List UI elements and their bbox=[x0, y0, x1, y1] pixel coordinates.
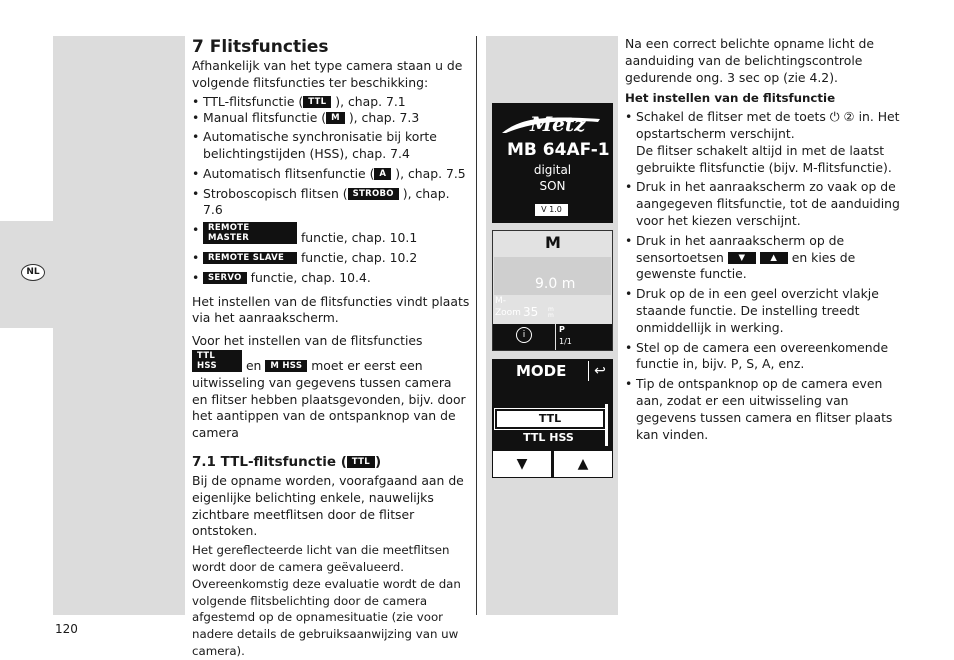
servo-tag-icon: SERVO bbox=[203, 272, 247, 284]
language-badge bbox=[21, 264, 45, 281]
mode-title: MODE bbox=[516, 362, 567, 380]
paragraph: Voor het instellen van de flitsfuncties TTL HSS en M HSS moet er eerst een uitwisseling van gegevens tussen camera en flitser hebben plaatsgevonden, bijv. door het aantippen van de ontspanknop van de camera bbox=[192, 333, 466, 441]
son-label: SON bbox=[539, 179, 566, 193]
a-tag-icon: A bbox=[374, 168, 391, 180]
zoom-label-line1: M- bbox=[495, 296, 507, 306]
manual-mode-screen bbox=[492, 230, 613, 351]
strobo-tag-icon: STROBO bbox=[348, 188, 399, 200]
list-item: • Druk op de in een geel overzicht vlakje staande functie. De instelling treedt onmiddellijk in werking. bbox=[625, 286, 903, 336]
list-item: • Automatische synchronisatie bij korte belichtingstijden (HSS), chap. 7.4 bbox=[192, 129, 470, 163]
back-button[interactable] bbox=[588, 361, 611, 381]
list-item: • REMOTE SLAVE functie, chap. 10.2 bbox=[192, 250, 470, 267]
section-title: 7 Flitsfuncties bbox=[192, 37, 329, 57]
up-arrow-icon: ▲ bbox=[577, 456, 589, 472]
circled-two-icon: ② bbox=[843, 109, 855, 125]
startup-screen bbox=[492, 103, 613, 223]
list-item: • Tip de ontspanknop op de camera even aan, zodat er een uitwisseling van gegevens tussen camera en flitser plaats kan vinden. bbox=[625, 376, 903, 443]
column-divider bbox=[476, 36, 477, 615]
metz-logo bbox=[500, 113, 605, 135]
p-label: P bbox=[559, 325, 565, 334]
list-item: • Automatisch flitsenfunctie ( A ), chap. 7.5 bbox=[192, 166, 470, 183]
mode-select-screen bbox=[492, 359, 613, 478]
version-box bbox=[535, 204, 568, 216]
zoom-label-line2: Zoom bbox=[495, 308, 521, 318]
program-button[interactable] bbox=[556, 324, 612, 350]
ttl-tag-icon: TTL bbox=[303, 96, 331, 108]
power-icon: ⏻ bbox=[829, 109, 840, 125]
up-arrow-key-icon: ▲ bbox=[760, 252, 788, 264]
ttl-tag-icon: TTL bbox=[347, 456, 375, 468]
right-column bbox=[625, 36, 903, 443]
language-badge-label: NL bbox=[26, 267, 40, 277]
down-arrow-key-icon: ▼ bbox=[728, 252, 756, 264]
list-item: • SERVO functie, chap. 10.4. bbox=[192, 270, 470, 287]
scroll-down-button[interactable] bbox=[492, 450, 552, 478]
m-hss-tag-icon: M HSS bbox=[265, 360, 307, 372]
left-margin-panel bbox=[53, 36, 185, 615]
paragraph: Na een correct belichte opname licht de aanduiding van de belichtingscontrole gedurende ong. 3 sec op (zie 4.2). bbox=[625, 36, 874, 85]
intro-text: Afhankelijk van het type camera staan u de volgende flitsfuncties ter beschikking: bbox=[192, 58, 463, 90]
list-item: • Schakel de flitser met de toets ⏻ ② in. Het opstartscherm verschijnt. De flitser schakelt altijd in met de laatst gebruikte flitsfunctie (bijv. M-flitsfunctie). bbox=[625, 109, 903, 176]
list-item: • Druk in het aanraakscherm zo vaak op de aangegeven flitsfunctie, tot de aanduiding voor het kiezen verschijnt. bbox=[625, 179, 903, 229]
info-button[interactable] bbox=[493, 324, 555, 350]
zoom-unit: mm bbox=[548, 306, 554, 319]
model-name: MB 64AF-1 bbox=[507, 140, 610, 160]
remote-master-tag-icon: REMOTE MASTER bbox=[203, 222, 297, 244]
option-ttl-hss[interactable]: TTL HSS bbox=[523, 431, 574, 444]
page-number: 120 bbox=[55, 622, 78, 636]
list-item: • Stroboscopisch flitsen ( STROBO ), chap. 7.6 bbox=[192, 186, 470, 220]
paragraph: Het instellen van de flitsfuncties vindt plaats via het aanraakscherm. bbox=[192, 293, 470, 326]
left-column bbox=[192, 36, 470, 660]
list-item: • Druk in het aanraakscherm op de sensortoetsen ▼ ▲ en kies de gewenste functie. bbox=[625, 233, 903, 283]
back-arrow-icon: ↩ bbox=[594, 363, 606, 379]
paragraph: Het gereflecteerde licht van die meetflitsen wordt door de camera geëvalueerd. Overeenkomstig deze evaluatie wordt de dan volgende flitsbelichting door de camera afgestemd op de opnamesituatie (zie voor nadere details de gebruiksaanwijzing van uw camera). bbox=[192, 543, 461, 658]
ttl-hss-tag-icon: TTL HSS bbox=[192, 350, 242, 372]
down-arrow-icon: ▼ bbox=[516, 456, 528, 472]
metz-logo-text: Metz bbox=[530, 112, 586, 136]
m-tag-icon: M bbox=[326, 112, 345, 124]
option-ttl[interactable]: TTL bbox=[495, 409, 605, 429]
scroll-up-button[interactable] bbox=[553, 450, 613, 478]
fraction-label: 1/1 bbox=[559, 337, 572, 346]
remote-slave-tag-icon: REMOTE SLAVE bbox=[203, 252, 297, 264]
distance-value: 9.0 m bbox=[535, 276, 576, 292]
digital-label: digital bbox=[533, 163, 572, 177]
mode-indicator[interactable]: M bbox=[545, 233, 561, 252]
instructions-heading: Het instellen van de flitsfunctie bbox=[625, 91, 836, 106]
info-icon: i bbox=[516, 327, 532, 343]
paragraph: Bij de opname worden, voorafgaand aan de eigenlijke belichting enkele, nauwelijks zichtbare meetflitsen door de flitser ontstoken. bbox=[192, 472, 464, 539]
list-item: • REMOTE MASTER functie, chap. 10.1 bbox=[192, 222, 470, 247]
version-label: V 1.0 bbox=[541, 205, 562, 214]
scrollbar[interactable] bbox=[605, 404, 608, 446]
list-item: • Stel op de camera een overeenkomende functie in, bijv. P, S, A, enz. bbox=[625, 340, 903, 374]
list-item: • TTL-flitsfunctie ( TTL ), chap. 7.1 bbox=[192, 94, 470, 111]
list-item: • Manual flitsfunctie ( M ), chap. 7.3 bbox=[192, 110, 470, 127]
function-list bbox=[192, 94, 470, 287]
subsection-title: 7.1 TTL-flitsfunctie ( TTL ) bbox=[192, 453, 382, 470]
zoom-value[interactable]: 35 bbox=[523, 305, 539, 319]
